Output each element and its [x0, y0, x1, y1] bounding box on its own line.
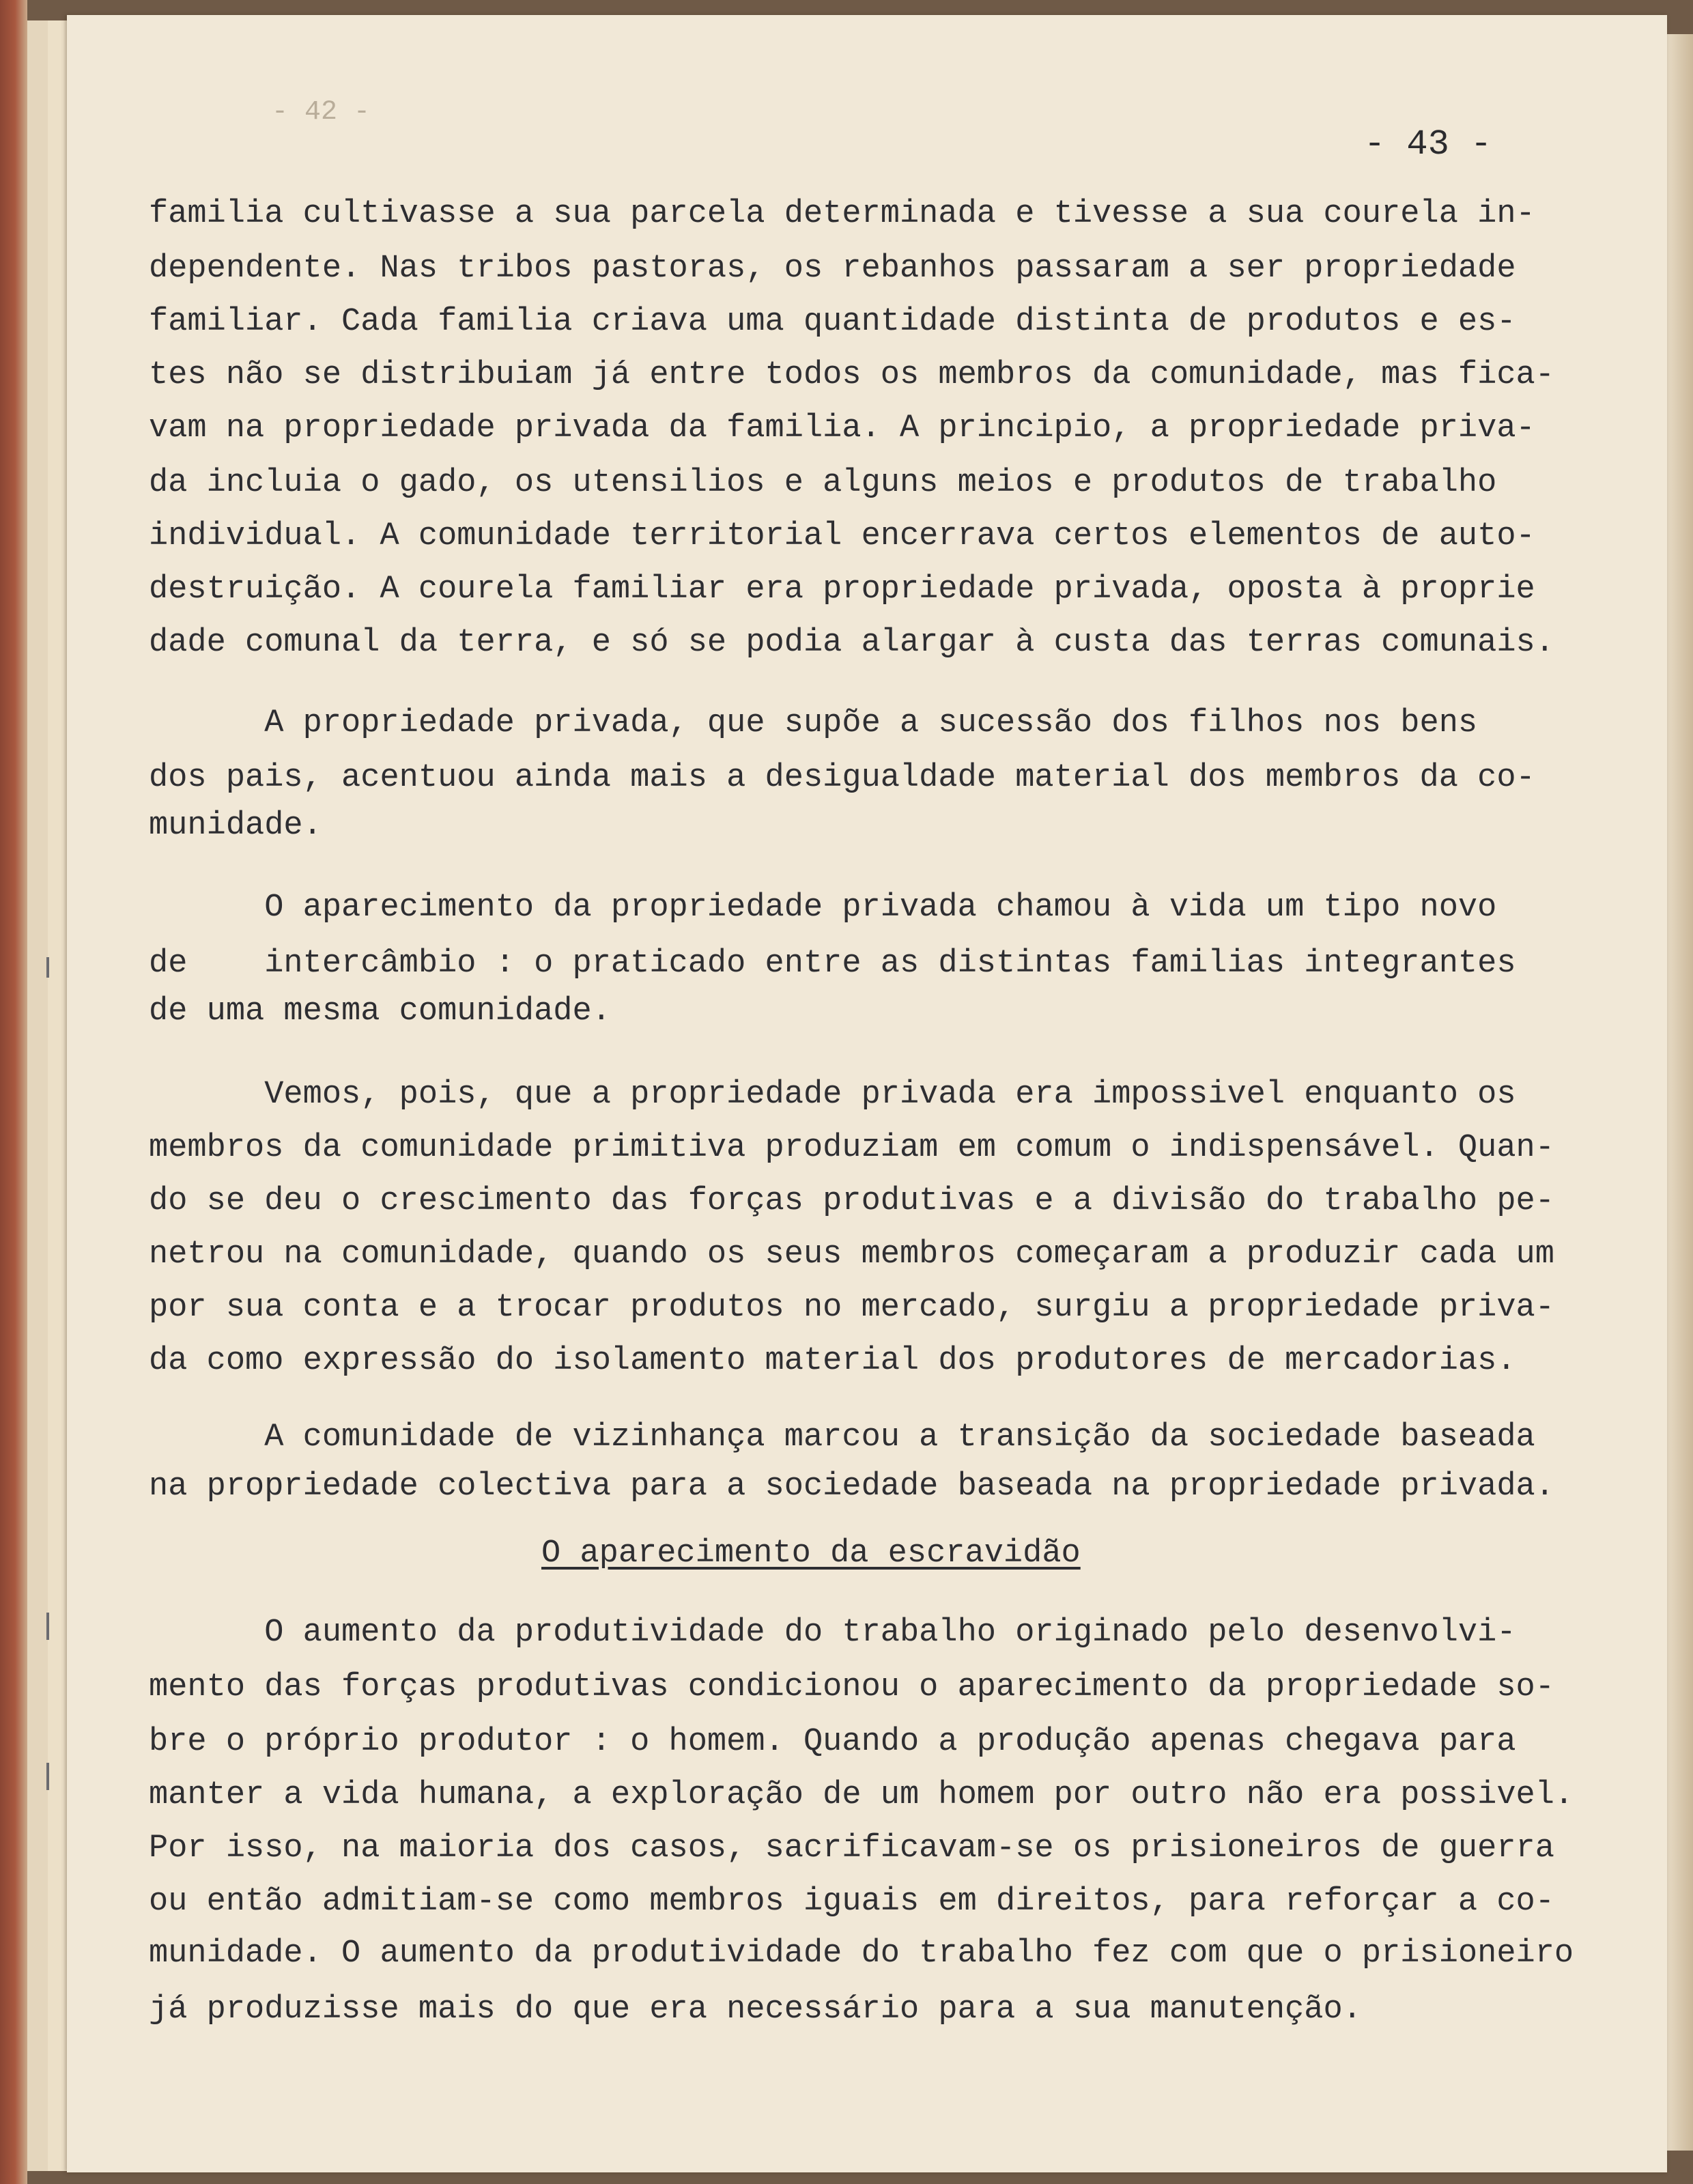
text-line: dade comunal da terra, e só se podia alargar à custa das terras comunais. — [149, 625, 1554, 661]
text-line: da como expressão do isolamento material dos produtores de mercadorias. — [149, 1343, 1516, 1379]
text-line: A comunidade de vizinhança marcou a transição da sociedade baseada — [149, 1419, 1535, 1456]
text-line: destruição. A courela familiar era propriedade privada, oposta à proprie — [149, 571, 1535, 608]
text-line: na propriedade colectiva para a sociedade baseada na propriedade privada. — [149, 1469, 1554, 1505]
bleed-through-page-number: - 42 - — [272, 97, 371, 128]
scanned-page — [67, 15, 1667, 2172]
text-line: individual. A comunidade territorial encerrava certos elementos de auto- — [149, 518, 1535, 554]
text-line: da incluia o gado, os utensilios e alguns meios e produtos de trabalho — [149, 465, 1497, 501]
page-edge — [27, 20, 48, 2171]
margin-mark — [46, 1613, 49, 1640]
text-line: membros da comunidade primitiva produziam em comum o indispensável. Quan- — [149, 1130, 1554, 1166]
text-line: bre o próprio produtor : o homem. Quando a produção apenas chegava para — [149, 1724, 1516, 1760]
text-line: de intercâmbio : o praticado entre as distintas familias integrantes — [149, 946, 1516, 982]
text-line: familia cultivasse a sua parcela determinada e tivesse a sua courela in- — [149, 196, 1535, 232]
page-edge — [48, 20, 69, 2171]
text-line: netrou na comunidade, quando os seus membros começaram a produzir cada um — [149, 1236, 1554, 1273]
text-line: vam na propriedade privada da familia. A principio, a propriedade priva- — [149, 410, 1535, 446]
text-line: tes não se distribuiam já entre todos os membros da comunidade, mas fica- — [149, 357, 1554, 393]
text-line: O aparecimento da propriedade privada chamou à vida um tipo novo — [149, 890, 1497, 926]
page-number: - 43 - — [1364, 124, 1492, 165]
page-edge-right — [1666, 34, 1693, 2151]
text-line: dependente. Nas tribos pastoras, os rebanhos passaram a ser propriedade — [149, 251, 1516, 287]
text-line: Vemos, pois, que a propriedade privada era impossivel enquanto os — [149, 1077, 1516, 1113]
text-line: manter a vida humana, a exploração de um homem por outro não era possivel. — [149, 1777, 1574, 1813]
text-line: familiar. Cada familia criava uma quantidade distinta de produtos e es- — [149, 304, 1516, 340]
text-line: do se deu o crescimento das forças produtivas e a divisão do trabalho pe- — [149, 1183, 1554, 1219]
text-line: mento das forças produtivas condicionou o aparecimento da propriedade so- — [149, 1669, 1554, 1705]
text-line: já produzisse mais do que era necessário para a sua manutenção. — [149, 1991, 1362, 2028]
text-line: de uma mesma comunidade. — [149, 993, 611, 1030]
text-line: munidade. — [149, 808, 322, 844]
margin-mark — [46, 1763, 49, 1790]
book-binding — [0, 0, 27, 2184]
text-line: por sua conta e a trocar produtos no mercado, surgiu a propriedade priva- — [149, 1290, 1554, 1326]
text-line: Por isso, na maioria dos casos, sacrificavam-se os prisioneiros de guerra — [149, 1830, 1554, 1867]
text-line: dos pais, acentuou ainda mais a desigualdade material dos membros da co- — [149, 760, 1535, 796]
text-line: A propriedade privada, que supõe a sucessão dos filhos nos bens — [149, 705, 1478, 741]
text-line: ou então admitiam-se como membros iguais em direitos, para reforçar a co- — [149, 1884, 1554, 1920]
section-heading: O aparecimento da escravidão — [541, 1535, 1081, 1572]
text-line: munidade. O aumento da produtividade do trabalho fez com que o prisioneiro — [149, 1935, 1574, 1972]
text-line: O aumento da produtividade do trabalho originado pelo desenvolvi- — [149, 1615, 1516, 1651]
margin-mark — [46, 957, 49, 978]
